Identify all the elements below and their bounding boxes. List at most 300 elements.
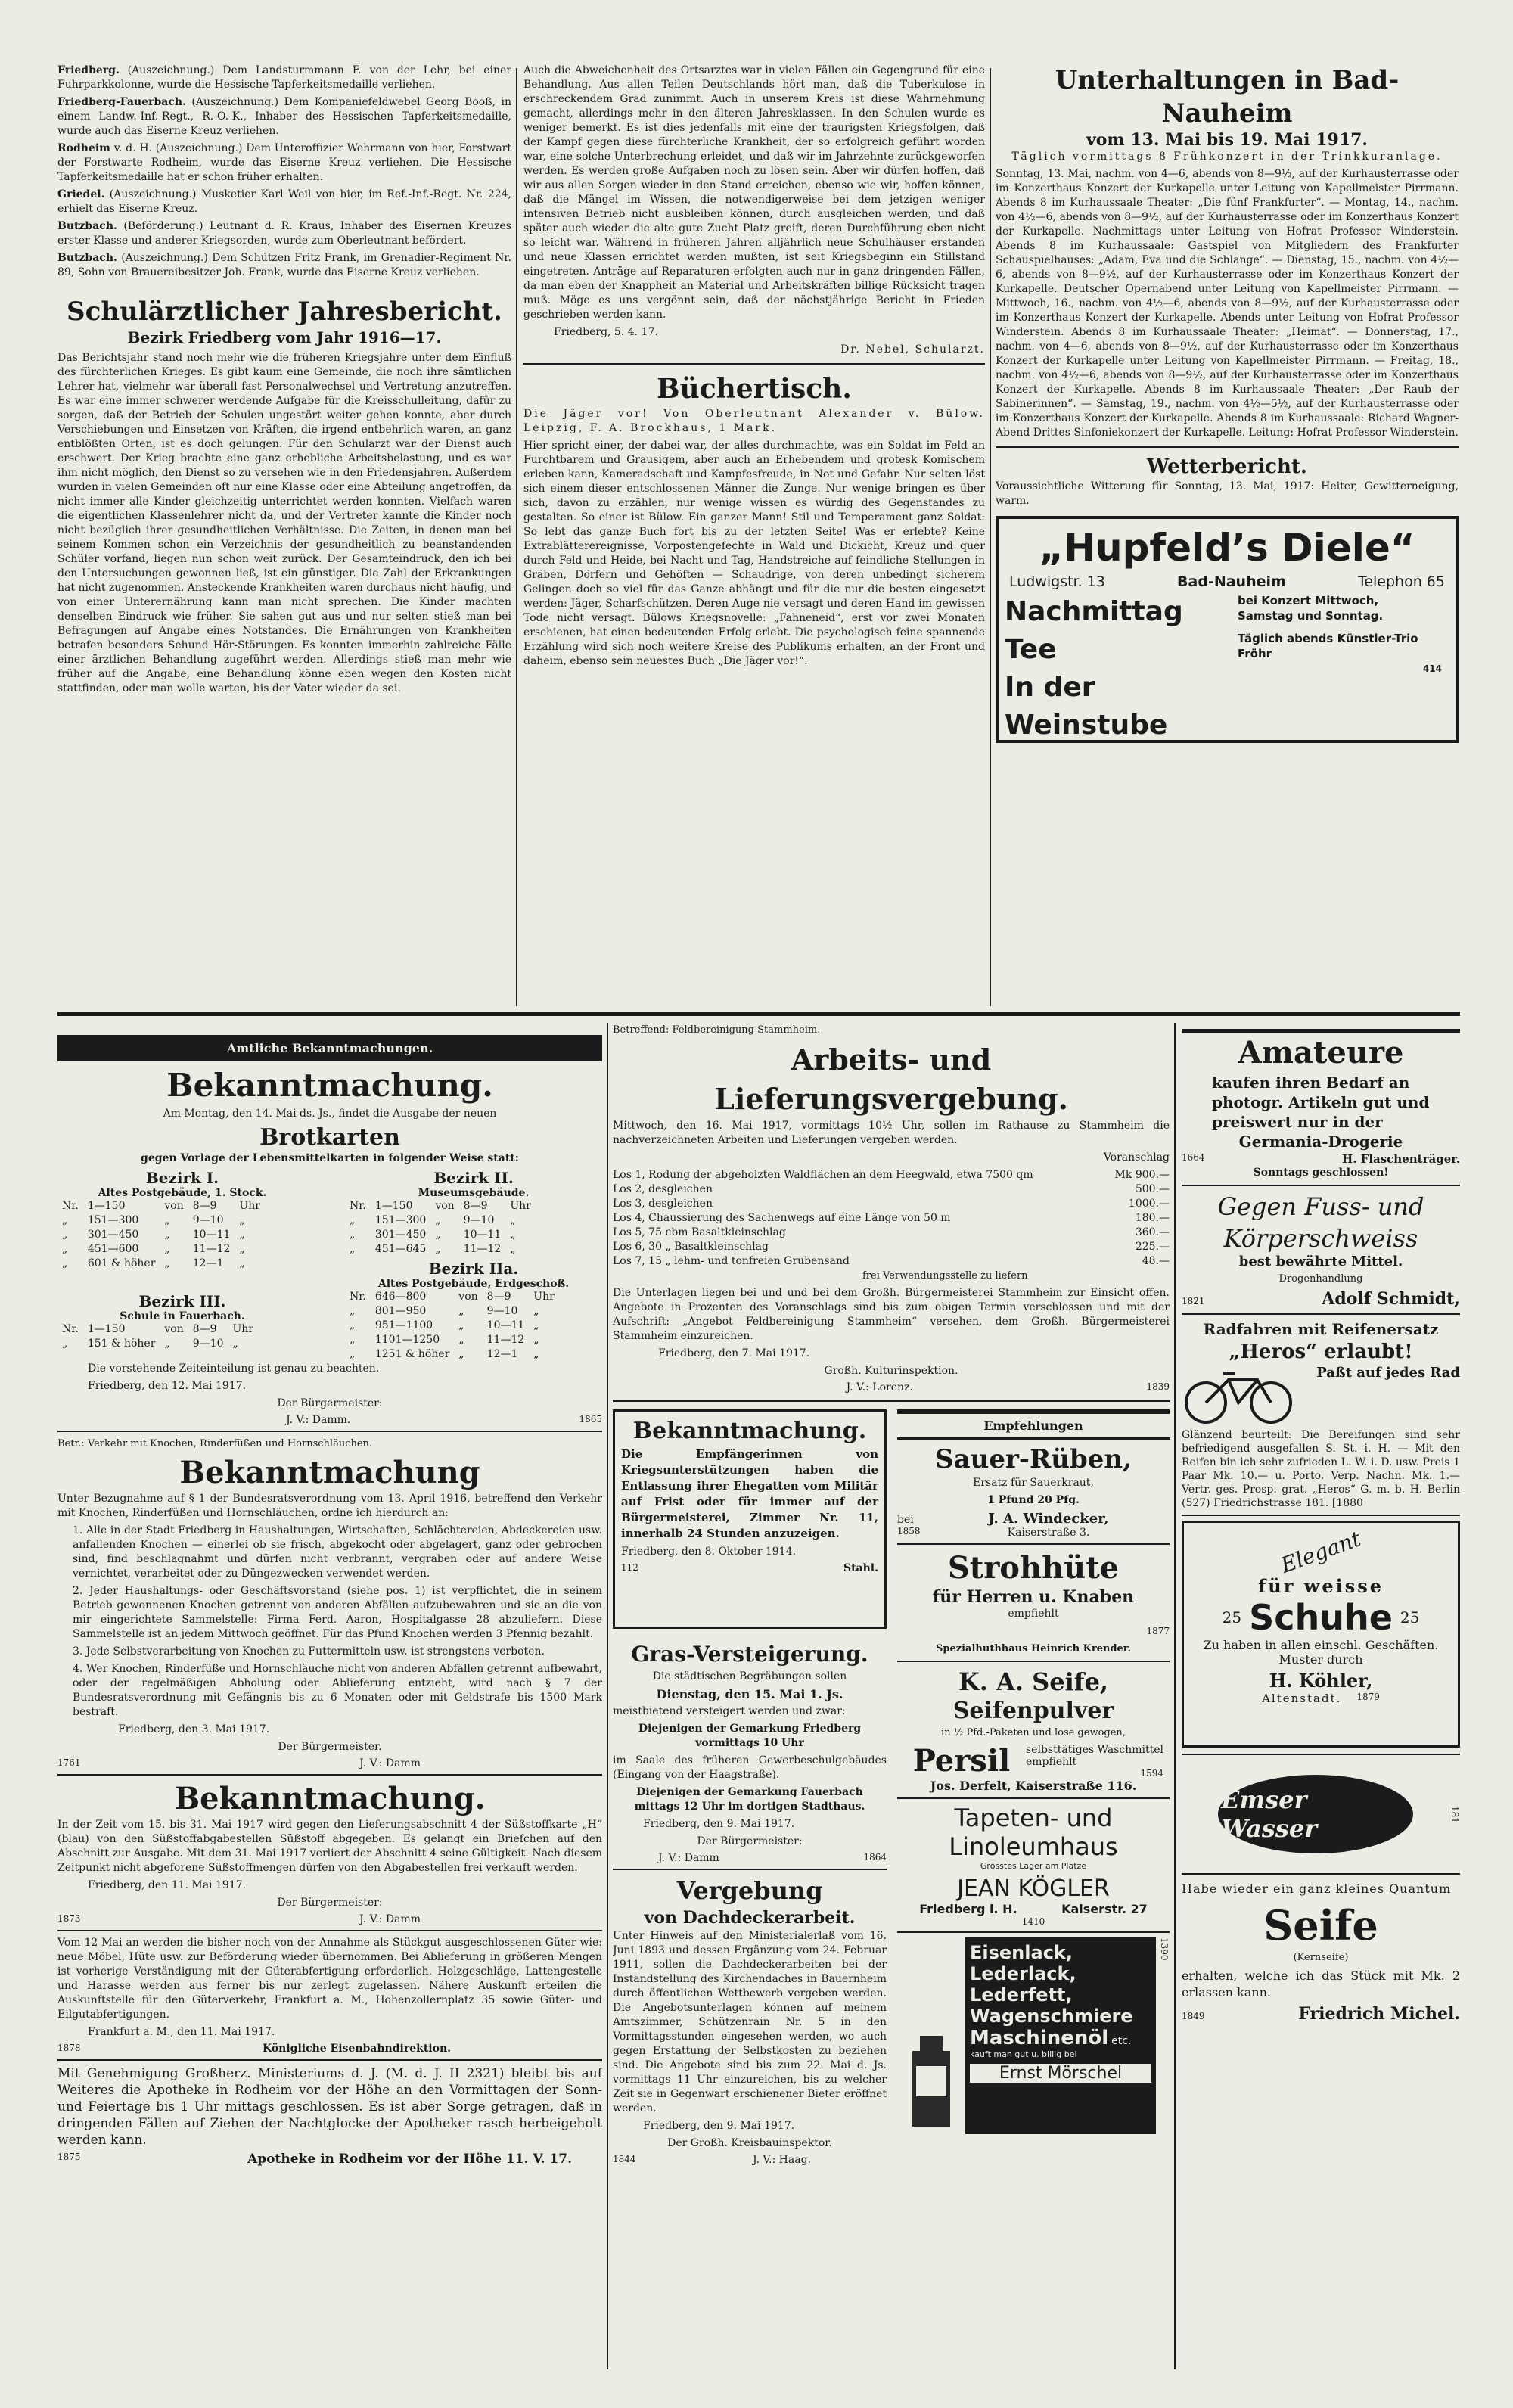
los-amount: 48.— (1142, 1255, 1170, 1267)
schedule-cell: „ (510, 1243, 516, 1255)
unterhaltungen-subtitle: Täglich vormittags 8 Frühkonzert in der Trinkkuranlage. (1011, 151, 1443, 163)
amtliche-column (57, 1023, 602, 2377)
dach-date: Friedberg, den 9. Mai 1917. (643, 2120, 795, 2132)
los-amount: Mk 900.— (1114, 1169, 1170, 1181)
ad-number: 1873 (57, 1913, 81, 1924)
schedule-cell: 951—1100 (374, 1319, 433, 1331)
unterhaltungen-date: vom 13. Mai bis 19. Mai 1917. (1086, 130, 1369, 150)
los-label: Los 6, 30 „ Basaltkleinschlag (613, 1241, 769, 1253)
schedule-cell: „ (350, 1348, 356, 1360)
schedule-row (345, 1242, 536, 1257)
schedule-cell: von (435, 1200, 455, 1212)
knochen-sign-2: J. V.: Damm (359, 1757, 421, 1769)
knochen-item: 1. Alle in der Stadt Friedberg in Haushaltungen, Wirtschaften, Schlächtereien, Abdeckereien usw. anfallenden Knochen — einerlei ob sie frisch, abgekocht oder abgelagert, ganz oder gebrochen sind, find beschlagnahmt und dürfen nicht verbrannt, vergraben oder auf andere Weise vernichtet, verarbeitet oder zu Düngezwecken verwendet werden. (73, 1524, 602, 1580)
schedule-cell: „ (164, 1214, 170, 1226)
schedule-cell: 601 & höher (87, 1257, 156, 1269)
knochen-sign-1: Der Bürgermeister. (278, 1741, 382, 1753)
top-column-2 (523, 64, 985, 1002)
knochen-item: 2. Jeder Haushaltungs- oder Geschäftsvorstand (siehe pos. 1) ist verpflichtet, die in seinem Betrieb gewonnenen Knochen getrennt von anderen Abfällen aufzubewahren und sie an die von mir eingerichtete Sammelstelle: Firma Ferd. Aaron, Hospitalgasse 28 abzuliefern. Diese Sammelstelle ist an jedem Mittwoch geöffnet. Für das Pfund Knochen werden 3 Pfennig bezahlt. (73, 1585, 602, 1640)
schedule-cell: 11—12 (192, 1243, 231, 1255)
persil-empfiehlt: empfiehlt (1026, 1755, 1077, 1768)
schedule-cell: 8—9 (486, 1291, 511, 1303)
lederlack: Lederlack, (970, 1963, 1076, 1984)
etc: etc. (1111, 2035, 1132, 2047)
middle-column (613, 1023, 1170, 2377)
schedule-cell: „ (350, 1214, 356, 1226)
zucker-date: Friedberg, den 11. Mai 1917. (88, 1879, 247, 1891)
divider-line (523, 363, 985, 365)
schuhe-town: Altenstadt. (1262, 1692, 1342, 1705)
buechertisch-title: Büchertisch. (657, 373, 852, 405)
schedule-cell: „ (533, 1334, 539, 1346)
schedule-cell: „ (350, 1305, 356, 1317)
schedule-row (345, 1290, 559, 1304)
schularzt-date: Friedberg, 5. 4. 17. (554, 326, 658, 338)
dach-title: Vergebung (676, 1876, 823, 1905)
schedule-cell: 301—450 (87, 1229, 139, 1241)
schedule-cell: 451—645 (374, 1243, 427, 1255)
dach-sign-1: Der Großh. Kreisbauinspektor. (667, 2137, 832, 2149)
local-news-text: (Beförderung.) Leutnant d. R. Kraus, Inhaber des Eisernen Kreuzes erster Klasse und anderer Kriegsorden, wurde zum Oberleutnant befördert. (57, 220, 511, 247)
divider-line (996, 446, 1459, 448)
bezirk-3-table (57, 1322, 258, 1351)
column-divider (607, 1023, 608, 2369)
los-row (613, 1182, 1170, 1197)
local-news-item (57, 188, 511, 216)
kogler-street: Kaiserstr. 27 (1061, 1902, 1148, 1916)
schuhe-text: Zu haben in allen einschl. Geschäften. Muster durch (1203, 1638, 1439, 1667)
divider-line (897, 1543, 1170, 1545)
divider-line (1182, 1313, 1460, 1315)
stroh-title: Strohhüte (947, 1550, 1120, 1586)
sauer-price: 1 Pfund 20 Pfg. (987, 1494, 1080, 1506)
knochen-items (57, 1524, 602, 1720)
schedule-cell: „ (62, 1214, 68, 1226)
can-icon (897, 1937, 965, 2134)
schedule-row (345, 1347, 559, 1362)
seife-michel-name: Friedrich Michel. (1298, 2004, 1460, 2024)
local-news-place: Butzbach. (57, 220, 117, 232)
bezirk-2-table (345, 1199, 536, 1257)
krieg-title: Bekanntmachung. (632, 1418, 867, 1444)
hupfeld-phone: Telephon 65 (1357, 573, 1445, 590)
stroh-shop: Spezialhuthhaus Heinrich Krender. (935, 1643, 1131, 1655)
schedule-cell: „ (510, 1214, 516, 1226)
dach-sign-2: J. V.: Haag. (752, 2154, 811, 2166)
schedule-cell: „ (350, 1243, 356, 1255)
sauer-title: Sauer-Rüben, (935, 1444, 1132, 1474)
schedule-cell: 8—9 (463, 1200, 488, 1212)
schuhe-name: H. Köhler, (1269, 1670, 1373, 1692)
gras-text-3: meistbietend versteigert werden und zwar: (613, 1705, 846, 1717)
apotheke-text: Mit Genehmigung Großherz. Ministeriums d. J. (M. d. J. II 2321) bleibt bis auf Weiteres die Apotheke in Rodheim vor der Höhe an den Vormittagen der Sonn- und Feiertage bis 1 Uhr mittags geschlossen. Es ist aber Sorge getragen, daß in dringenden Fällen auf Ziehen der Nachtglocke der Apotheker rasch herbeigeholt werden kann. (57, 2066, 602, 2148)
seife-title: K. A. Seife, (958, 1667, 1109, 1696)
local-news-place: Griedel. (57, 188, 105, 200)
ad-number: 1877 (1146, 1626, 1170, 1636)
bezirk-1-table (57, 1199, 265, 1271)
schedule-cell: „ (533, 1348, 539, 1360)
schedule-cell: 646—800 (374, 1291, 427, 1303)
ad-number: 1664 (1182, 1152, 1205, 1163)
brotkarten-heading: Brotkarten (259, 1124, 400, 1151)
schedule-row (345, 1228, 536, 1242)
gras-date-line: Dienstag, den 15. Mai 1. Js. (656, 1687, 843, 1701)
eisenbahn-text: Vom 12 Mai an werden die bisher noch von der Annahme als Stückgut ausgeschlossenen Güter wie: neue Möbel, Hüte usw. zur Beförderung wieder übernommen. Bei Ablieferung in größeren Mengen ist vorherige Verständigung mit der Güterabfertigung erforderlich. Holzgeschläge, Lattengestelle und Harasse werden aus ferner bis nur zerlegt zugelassen. Nähere Auskunft erteilen die Auskunftstelle für den Güterverkehr, Frankfurt a. M., Hohenzollernplatz 35 sowie Güter- und Eilgutabfertigungen. (57, 1937, 602, 2021)
schedule-cell: „ (62, 1257, 68, 1269)
bezirk-2a: Bezirk IIa. (428, 1260, 519, 1278)
gras-text-1: Die städtischen Begräbungen sollen (652, 1670, 847, 1682)
hupfeld-trio: Täglich abends Künstler-Trio Fröhr (1238, 632, 1418, 660)
los-label: Los 5, 75 cbm Basaltkleinschlag (613, 1226, 786, 1238)
schuhe-ad (1182, 1521, 1460, 1748)
local-news-place: Friedberg. (57, 64, 120, 76)
gras-title: Gras-Versteigerung. (631, 1642, 868, 1667)
ad-number: 112 (621, 1562, 638, 1573)
tapeten-sub: Grösstes Lager am Platze (980, 1861, 1087, 1871)
ad-number: 1761 (57, 1757, 81, 1768)
ad-number: 1839 (1146, 1381, 1170, 1392)
schedule-cell: 151—300 (374, 1214, 427, 1226)
rad-title: Radfahren mit Reifenersatz (1203, 1320, 1439, 1338)
schedule-cell: 10—11 (463, 1229, 502, 1241)
schedule-cell: 12—1 (192, 1257, 224, 1269)
los-amount: 180.— (1135, 1212, 1170, 1224)
schedule-cell: „ (239, 1229, 245, 1241)
sauer-sub: Ersatz für Sauerkraut, (973, 1477, 1094, 1489)
ad-number: 1390 (1159, 1937, 1170, 1961)
top-column-1 (57, 64, 511, 1002)
seife-michel-text: Habe wieder ein ganz kleines Quantum (1182, 1881, 1452, 1896)
bezirk-1-location: Altes Postgebäude, 1. Stock. (98, 1187, 267, 1199)
bezirk-2-location: Museumsgebäude. (418, 1187, 530, 1199)
seife-michel-title: Seife (1263, 1901, 1378, 1950)
brot-intro-2: gegen Vorlage der Lebensmittelkarten in folgender Weise statt: (141, 1152, 519, 1164)
column-divider (1174, 1023, 1176, 2369)
empfehlungen-bar (897, 1409, 1170, 1440)
schedule-cell: 151 & höher (87, 1338, 156, 1350)
los-row (613, 1226, 1170, 1240)
bezirk-3-location: Schule in Fauerbach. (120, 1310, 245, 1322)
rad-text: Glänzend beurteilt: Die Bereifungen sind sehr befriedigend ausgefallen S. St. i. H. — Mit den Reifen bin ich sehr zufrieden L. W. i. D. usw. Preis 1 Paar Mk. 10.— u. Porto. Verp. Nachn. Mk. 1.— Vertr. ges. Prosp. grat. „Heros“ G. m. b. H. Berlin (527) Friedrichstrasse 181. [1880 (1182, 1429, 1460, 1509)
schedule-cell: 1—150 (87, 1200, 126, 1212)
schedule-cell: „ (164, 1243, 170, 1255)
ad-number: 1864 (863, 1852, 887, 1863)
hupfeld-street: Ludwigstr. 13 (1009, 573, 1105, 590)
sauer-bei: bei (897, 1513, 914, 1526)
seifenpulver-title: Seifenpulver (952, 1698, 1114, 1724)
knochen-item: 4. Wer Knochen, Rinderfüße und Hornschläuche nicht von anderen Abfällen getrennt aufbewahrt, oder der regelmäßigen Abholung oder Ablieferung entzieht, wird nach § 7 der Bundesratsverordnung mit Gefängnis bis zu 6 Monaten oder mit Geldstrafe bis 1500 Mark bestraft. (73, 1663, 602, 1718)
knochen-intro: Unter Bezugnahme auf § 1 der Bundesratsverordnung vom 13. April 1916, betreffend den Verkehr mit Knochen, Rinderfüßen und Hornschläuchen, ordne ich hierdurch an: (57, 1493, 602, 1519)
local-news-item (57, 219, 511, 248)
schedule-cell: Uhr (533, 1291, 555, 1303)
hupfeld-days: Samstag und Sonntag. (1238, 609, 1384, 623)
brot-sign-1: Der Bürgermeister: (277, 1397, 383, 1409)
divider-line (897, 1661, 1170, 1662)
heros-title: „Heros“ erlaubt! (1229, 1341, 1413, 1363)
schedule-cell: „ (350, 1319, 356, 1331)
ad-number: 1879 (1356, 1692, 1380, 1702)
arbeits-betr: Betreffend: Feldbereinigung Stammheim. (613, 1024, 821, 1036)
schuhe-price-2: 25 (1400, 1608, 1420, 1627)
los-amount: 360.— (1135, 1226, 1170, 1238)
amateure-owner: H. Flaschenträger. (1342, 1152, 1460, 1166)
divider-line (57, 1774, 602, 1776)
rad-passt: Paßt auf jedes Rad (1316, 1365, 1460, 1381)
schularzt-sign: Dr. Nebel, Schularzt. (840, 343, 985, 356)
book-title: Die Jäger vor! Von Oberleutnant Alexander v. Bülow. Leipzig, F. A. Brockhaus, 1 Mark. (523, 408, 985, 434)
schedule-cell: „ (458, 1348, 464, 1360)
voranschlag-label: Voranschlag (1103, 1151, 1170, 1164)
divider-line (613, 1400, 1170, 1402)
schedule-cell: 1101—1250 (374, 1334, 440, 1346)
amtliche-header-bar: Amtliche Bekanntmachungen. (57, 1035, 602, 1061)
schuhe-title: Schuhe (1249, 1597, 1393, 1638)
local-news-text: (Auszeichnung.) Dem Schützen Fritz Frank, im Grenadier-Regiment Nr. 89, Sohn von Brauereibesitzer Joh. Frank, wurde das Eiserne Kreuz verliehen. (57, 252, 511, 278)
zucker-title: Bekanntmachung. (174, 1781, 486, 1816)
schedule-row (57, 1257, 265, 1271)
krieg-date: Friedberg, den 8. Oktober 1914. (621, 1546, 796, 1558)
emser-logo-oval (1218, 1775, 1413, 1853)
schedule-cell: 11—12 (463, 1243, 502, 1255)
gras-text-5: im Saale des früheren Gewerbeschulgebäudes (Eingang von der Haagstraße). (613, 1754, 887, 1781)
divider-line (1182, 1754, 1460, 1755)
divider-line (897, 1797, 1170, 1799)
schedule-cell: 10—11 (192, 1229, 231, 1241)
arbeits-sign-2: J. V.: Lorenz. (846, 1381, 913, 1394)
los-row (613, 1197, 1170, 1211)
moerschel-name: Ernst Mörschel (970, 2064, 1151, 2083)
bicycle-icon (1182, 1365, 1295, 1428)
schedule-cell: 12—1 (486, 1348, 518, 1360)
schedule-row (345, 1333, 559, 1347)
ad-number: 181 (1449, 1805, 1460, 1823)
linoleum-title: Linoleumhaus (949, 1832, 1118, 1861)
fuss-shop: Adolf Schmidt, (1322, 1289, 1460, 1309)
book-review: Hier spricht einer, der dabei war, der alles durchmachte, was ein Soldat im Feld an Furchtbarem und Grausigem, aber auch an Erhebendem und grotesk Komischem erleben kann, Kameradschaft und Kampfesfreude, in Not und Gefahr. Nur selten löst sich einem dieser entschlossenen Männer die Zunge. Nur wenige bringen es über sich, davon zu erzählen, nur wenige wissen es würdig des Gegenstandes zu gestalten. So einer ist Bülow. Ein ganzer Mann! Stil und Temperament ganz Soldat: So lebt das ganze Buch fort bis zu der letzten Seite! Was er erlebte? Keine Extrablätterereignisse, Vorpostengefechte in Wald und Dickicht, Kreuz und quer durch Feld und Heide, bei Nacht und Tag, Handstreiche auf feindliche Stellungen in Gräben, Dörfern und Gehöften — Schaudrige, von deren unbedingt sicherem Gelingen doch so viel für das Ganze abhängt und für die nur die besten eingesetzt werden: Jäger, Scharfschützen. Deren Auge nie versagt und deren Hand im gewissen Tode nicht versagt. Bülows Kriegsnovelle: „Fahneneid“, erst vor zwei Monaten erschienen, hat einen bedeutenden Erfolg erlebt. Die psychologisch feine spannende Erzählung wird sich noch weitere Kreise des Publikums erhalten, an der Front und daheim, ebenso sein neuestes Buch „Die Jäger vor!“. (523, 440, 985, 667)
los-label: Los 7, 15 „ lehm- und tonfreien Grubensand (613, 1255, 850, 1267)
los-label: Los 1, Rodung der abgeholzten Waldflächen an dem Heegwald, etwa 7500 qm (613, 1169, 1033, 1181)
los-label: Los 4, Chaussierung des Sachenwegs auf eine Länge von 50 m (613, 1212, 951, 1224)
eisenlack: Eisenlack, (970, 1942, 1073, 1963)
schedule-cell: „ (239, 1214, 245, 1226)
divider-line (57, 2059, 602, 2061)
los-row (613, 1211, 1170, 1226)
right-column (1182, 1023, 1460, 2377)
schedule-cell: 9—10 (463, 1214, 495, 1226)
schedule-cell: 8—9 (192, 1323, 217, 1335)
dach-title-2: von Dachdeckerarbeit. (644, 1908, 856, 1928)
schedule-cell: „ (533, 1305, 539, 1317)
seife-michel-sub: (Kernseife) (1293, 1952, 1349, 1963)
kogler-town: Friedberg i. H. (919, 1902, 1017, 1916)
schedule-row (345, 1213, 536, 1228)
krieg-sign: Stahl. (843, 1562, 878, 1574)
zucker-text: In der Zeit vom 15. bis 31. Mai 1917 wird gegen den Lieferungsabschnitt 4 der Süßstoffkarte „H“ (blau) von den Süßstoffabgabestellen Süßstoff abgegeben. Es gelangt ein Briefchen auf den Abschnitt zur Ausgabe. Mit dem 31. Mai 1917 verliert der Abschnitt 4 seine Gültigkeit. Nach diesem Zeitpunkt nicht abgeforene Süßstoffmengen dürfen von den Abgabestellen frei verkauft werden. (57, 1819, 602, 1874)
unterhaltungen-title: Unterhaltungen in Bad-Nauheim (1055, 65, 1400, 129)
knochen-date: Friedberg, den 3. Mai 1917. (118, 1723, 270, 1735)
schedule-row (57, 1213, 265, 1228)
schedule-cell: „ (164, 1257, 170, 1269)
local-news-text: (Auszeichnung.) Dem Landsturmmann F. von der Lehr, bei einer Fuhrparkkolonne, wurde die Hessische Tapferkeitsmedaille verliehen. (57, 64, 511, 91)
ad-number: 1878 (57, 2043, 81, 2053)
los-amount: 1000.— (1128, 1198, 1170, 1210)
schedule-cell: 8—9 (192, 1200, 217, 1212)
seife-sub: in ½ Pfd.-Paketen und lose gewogen, (941, 1727, 1126, 1738)
schedule-row (57, 1322, 258, 1337)
gras-sign-2: J. V.: Damm (658, 1852, 719, 1864)
knochen-item: 3. Jede Selbstverarbeitung von Knochen zu Futtermitteln usw. ist strengstens verboten. (73, 1645, 545, 1658)
ad-number: 1844 (613, 2154, 636, 2164)
brot-sign-2: J. V.: Damm. (286, 1414, 351, 1426)
local-news-place: Butzbach. (57, 252, 117, 264)
derfelt-shop: Jos. Derfelt, Kaiserstraße 116. (930, 1779, 1137, 1793)
fuss-title-2: Körperschweiss (1223, 1224, 1418, 1253)
schularzt-title: Schulärztlicher Jahresbericht. (67, 297, 502, 327)
schedule-cell: „ (533, 1319, 539, 1331)
ad-number: 1865 (579, 1414, 602, 1425)
schedule-cell: von (164, 1323, 184, 1335)
schedule-cell: 301—450 (374, 1229, 427, 1241)
hupfeld-ad (996, 516, 1459, 743)
schedule-cell: Nr. (350, 1200, 366, 1212)
schedule-row (345, 1304, 559, 1319)
schedule-cell: 451—600 (87, 1243, 139, 1255)
schedule-cell: „ (435, 1243, 441, 1255)
divider-line (613, 1869, 887, 1870)
schedule-cell: „ (62, 1229, 68, 1241)
emser-wasser-logo (1182, 1775, 1449, 1853)
eisenbahn-sign: Königliche Eisenbahndirektion. (262, 2043, 451, 2055)
ad-number: 414 (1422, 663, 1442, 674)
local-news-text: (Auszeichnung.) Dem Kompaniefeldwebel Georg Booß, in einem Landw.-Inf.-Regt., R.-O.-K., Inhaber des Hessischen Tapferkeitsmedaille, wurde auch das Eiserne Kreuz verliehen. (57, 96, 511, 137)
ad-number: 1875 (57, 2152, 81, 2162)
eisenbahn-date: Frankfurt a. M., den 11. Mai 1917. (88, 2026, 275, 2038)
bezirk-2a-table (345, 1290, 559, 1362)
sauer-address: Kaiserstraße 3. (1007, 1527, 1090, 1539)
schuhe-price-1: 25 (1222, 1608, 1242, 1627)
schedule-cell: von (458, 1291, 478, 1303)
los-row (613, 1240, 1170, 1254)
brot-note: Die vorstehende Zeiteinteilung ist genau zu beachten. (88, 1362, 380, 1375)
schedule-cell: „ (62, 1243, 68, 1255)
knochen-betr: Betr.: Verkehr mit Knochen, Rinderfüßen und Hornschläuchen. (57, 1438, 373, 1449)
local-news-list (57, 64, 511, 280)
arbeits-text: Die Unterlagen liegen bei und und bei dem Großh. Bürgermeisterei Stammheim zur Einsicht offen. Angebote in Prozenten des Voranschlags sind bis zum obigen Termin verschlossen und mit der Aufschrift: „Angebot Feldbereinigung Stammheim“ versehen, dem Großh. Bürgermeisterei Stammheim einzureichen. (613, 1287, 1170, 1342)
schedule-cell: „ (232, 1338, 238, 1350)
schularzt-continued: Auch die Abweichenheit des Ortsarztes war in vielen Fällen ein Gegengrund für eine Behandlung. Aus allen Teilen Deutschlands hört man, daß die Tuberkulose in erschreckendem Grad zunimmt. Auch in unserem Kreis ist diese Wahrnehmung gemacht, allerdings mehr in den älteren Jahresklassen. In den Schulen wurde es weniger bemerkt. Es ist dies jedenfalls mit eine der traurigsten Kriegsfolgen, daß der Kampf gegen diese fürchterliche Krankheit, der so erfolgreich geführt worden war, eine solche Unterbrechung erleidet, und daß wir im Jahrzehnte zurückgeworfen werden. Es werden große Aufgaben noch zu lösen sein. Aber wir dürfen hoffen, daß wir aus allen Sorgen wieder in den Stand erreichen, ebenso wie wir, hoffen können, daß die Mängel im Wissen, die notwendigerweise bei dem jetzigen weniger intensiven Betrieb nicht ausbleiben können, durch ausgleichen werden, und daß später auch wieder die alte gute Zucht Platz greift, deren Durchführung eben nicht so leicht war. Während in früheren Jahren alljährlich neue Schulhäuser erstanden und neue Klassen errichtet werden mußten, ist seit Kriegsbeginn ein Stillstand eingetreten. Anträge auf Reparaturen erfolgten auch nur in ganz dringenden Fällen, da man eben der Knappheit an Material und Arbeitskräften billige Rücksicht tragen muß. Möge es uns vergönnt sein, daß der nächstjährige Bericht in Frieden geschrieben werden kann. (523, 64, 985, 321)
local-news-item (57, 64, 511, 92)
lose-note: frei Verwendungsstelle zu liefern (862, 1270, 1028, 1282)
hupfeld-address (1009, 573, 1445, 590)
schedule-cell: 1—150 (87, 1323, 126, 1335)
schedule-cell: Nr. (62, 1200, 79, 1212)
stroh-sub: für Herren u. Knaben (932, 1587, 1135, 1607)
amateure-title: Amateure (1238, 1035, 1404, 1070)
maschinenoel: Maschinenöl (970, 2027, 1109, 2049)
dach-text: Unter Hinweis auf den Ministerialerlaß vom 16. Juni 1893 und dessen Ergänzung vom 24. Februar 1911, sollen die Dachdeckerarbeiten bei der Instandstellung des Kirchendaches in Bauernheim durch öffentlichen Wettbewerb vergeben werden. Die Angebotsunterlagen können auf meinem Amtszimmer, Schützenrain Nr. 5 in den Vormittagsstunden eingesehen werden, wo auch gegen Erstattung der Selbstkosten zu beziehen sind. Die Angebote sind bis zum 22. Mai d. Js. vormittags 11 Uhr einzureichen, bis zu welcher Zeit sie in Gegenwart erschienener Bieter eröffnet werden. (613, 1930, 887, 2114)
gras-fauerbach: Diejenigen der Gemarkung Fauerbach mittags 12 Uhr im dortigen Stadthaus. (634, 1786, 865, 1813)
schedule-cell: „ (239, 1257, 245, 1269)
arbeits-sign-1: Großh. Kulturinspektion. (824, 1365, 958, 1377)
wagenschmiere: Wagenschmiere (970, 2006, 1133, 2027)
schedule-cell: „ (164, 1338, 170, 1350)
schuhe-weisse: für weisse (1257, 1575, 1384, 1597)
schedule-cell: 11—12 (486, 1334, 525, 1346)
zucker-sign-1: Der Bürgermeister: (277, 1897, 383, 1909)
divider-line (897, 1931, 1170, 1933)
divider-line (57, 1930, 602, 1931)
local-news-text: v. d. H. (Auszeichnung.) Dem Unteroffizier Wehrmann von hier, Forstwart der Forstwarte Rodheim, wurde das Eiserne Kreuz verliehen. Die Hessische Tapferkeitsmedaille hat er schon früher erhalten. (57, 142, 511, 183)
schedule-cell: „ (62, 1338, 68, 1350)
schedule-cell: 1—150 (374, 1200, 413, 1212)
los-amount: 500.— (1135, 1183, 1170, 1195)
amateure-text: kaufen ihren Bedarf an photogr. Artikeln gut und preiswert nur in der (1212, 1074, 1430, 1131)
schularzt-subtitle: Bezirk Friedberg vom Jahr 1916—17. (127, 328, 442, 346)
arbeits-date: Friedberg, den 7. Mai 1917. (658, 1347, 810, 1359)
schedule-cell: „ (510, 1229, 516, 1241)
bezirk-2: Bezirk II. (433, 1169, 514, 1187)
kogler-name: JEAN KÖGLER (957, 1875, 1110, 1902)
schedule-cell: Nr. (62, 1323, 79, 1335)
schedule-cell: 801—950 (374, 1305, 427, 1317)
schularzt-text: Das Berichtsjahr stand noch mehr wie die früheren Kriegsjahre unter dem Einfluß des fürchterlichen Krieges. Es gibt kaum eine Gemeinde, die noch ihre sämtlichen Lehrer hat, vielmehr war überall fast Personalwechsel und Vertretung anzutreffen. Es war eine immer schwerer werdende Aufgabe für die Kreisschulleitung, dafür zu sorgen, daß der Betrieb der Schulen ungestört weiter gehen konnte, aber durch Verschiebungen und Einsetzen von Kräften, die irgend entbehrlich waren, an ganz entblößten Orten, ist es doch gelungen. Für den Schularzt war der Dienst auch erschwert. Der Krieg brachte eine ganz erhebliche Arbeitsbelastung, und es war ihm nicht möglich, den Dienst so zu versehen wie in den Friedensjahren. Außerdem wurden in vielen Gemeinden oft nur eine Klasse oder eine Abteilung angetroffen, da nicht immer alle Kinder gleichzeitig unterrichtet werden konnten. Vielfach waren die eigentlichen Klassenlehrer nicht da, und der Vertreter kannte die Kinder noch nicht bezüglich ihrer gesundheitlichen Verhältnisse. Die Zeiten, in denen man bei seinem Kommen schon ein Verzeichnis der gesundheitlich zu beanstandenden Schüler vorfand, liegen nun schon weit zurück. Der Gesamteindruck, den ich bei den Untersuchungen gewonnen ließ, ist ein günstiger. Die Zahl der Erkrankungen hat nicht zugenommen. Ansteckende Krankheiten waren durchaus nicht häufig, und von einer Unterernährung kann man nicht sprechen. Die Kinder machten denselben Eindruck wie früher. Sie sahen gut aus und nur selten stieß man bei Befragungen auf Angabe eines Notstandes. Die Ernährungen von Krankheiten betrafen besonders Sehund Hör-Störungen. Es konnten immerhin zahlreiche Fälle einer ärztlichen Behandlung zugeführt werden. Allerdings stieß man mehr wie früher auf die Angabe, eine Behandlung könne eben wegen den Kosten nicht stattfinden, oder man wolle warten, bis der Vater wieder da sei. (57, 352, 511, 694)
los-row (613, 1254, 1170, 1269)
local-news-text: (Auszeichnung.) Musketier Karl Weil von hier, im Ref.-Inf.-Regt. Nr. 224, erhielt das Eiserne Kreuz. (57, 188, 511, 215)
unterhaltungen-text: Sonntag, 13. Mai, nachm. von 4—6, abends von 8—9½, auf der Kurhausterrasse oder im Konzerthaus Konzert der Kurkapelle unter Leitung von Kapellmeister Pirrmann. Abends 8 im Kurhaussaale Theater: „Die fünf Frankfurter“. — Montag, 14., nachm. von 4½—6, abends von 8—9½, auf der Kurhausterrasse oder im Konzerthaus Konzert der Kurkapelle. Nachmittags unter Leitung von Hofrat Professor Winderstein. Abends 8 im Kurhaussaale: Gastspiel von Mitgliedern des Frankfurter Schauspielhauses: „Adam, Eva und die Schlange“. — Dienstag, 15., nachm. von 4½—6, abends von 8—9½, auf der Kurhausterrasse oder im Konzerthaus Konzert der Kurkapelle. Deutscher Opernabend unter Leitung von Kapellmeister Pirrmann. — Mittwoch, 16., nachm. von 4½—6, abends von 8—9½, auf der Kurhausterrasse oder im Konzerthaus Konzert der Kurkapelle. Abends unter Leitung von Hofrat Professor Winderstein. Abends 8 im Kurhaussaale Theater: „Heimat“. — Donnerstag, 17., nachm. von 4—6, abends von 8—9½, auf der Kurhausterrasse oder im Konzerthaus Konzert der Kurkapelle unter Leitung von Kapellmeister Pirrmann. — Freitag, 18., nachm. von 4½—6, abends von 8—9½, auf der Kurhausterrasse oder im Konzerthaus Konzert der Kurkapelle. Abends 8 im Kurhaussaale Theater: „Der Raub der Sabinerinnen“. — Samstag, 19., nachm. von 4½—5½, auf der Kurhausterrasse oder im Konzerthaus Konzert der Kurkapelle. Abends 8 im Kurhaussaale: Richard Wagner-Abend Drittes Sinfoniekonzert der Kurkapelle. Leitung: Hofrat Professor Winderstein. (996, 168, 1459, 439)
gras-date: Friedberg, den 9. Mai 1917. (643, 1818, 795, 1830)
fuss-text: best bewährte Mittel. (1238, 1254, 1403, 1269)
tapeten-title: Tapeten- und (954, 1804, 1113, 1832)
schedule-cell: 151—300 (87, 1214, 139, 1226)
los-label: Los 2, desgleichen (613, 1183, 713, 1195)
eisen-sub: kauft man gut u. billig bei (970, 2049, 1077, 2059)
ad-number: 1410 (1021, 1916, 1045, 1927)
gras-friedberg: Diejenigen der Gemarkung Friedberg vormittags 10 Uhr (638, 1723, 862, 1749)
divider-line (1182, 1185, 1460, 1186)
local-news-item (57, 141, 511, 185)
local-news-item (57, 95, 511, 138)
wetter-text: Voraussichtliche Witterung für Sonntag, 13. Mai, 1917: Heiter, Gewitterneigung, warm. (996, 480, 1459, 507)
schedule-cell: Uhr (232, 1323, 253, 1335)
arbeits-title: Arbeits- und Lieferungsvergebung. (714, 1042, 1068, 1116)
schedule-cell: 10—11 (486, 1319, 525, 1331)
hupfeld-town: Bad-Nauheim (1177, 573, 1286, 590)
schedule-row (57, 1228, 265, 1242)
hupfeld-concert: bei Konzert Mittwoch, (1238, 594, 1379, 607)
schedule-cell: „ (350, 1334, 356, 1346)
lederfett: Lederfett, (970, 1984, 1073, 2006)
divider-line (57, 1431, 602, 1432)
krieg-text: Die Empfängerinnen von Kriegsunterstützungen haben die Entlassung ihrer Ehegatten vom Militär auf Frist oder für immer auf der Bürgermeisterei, Zimmer Nr. 11, innerhalb 24 Stunden anzuzeigen. (621, 1447, 878, 1540)
section-divider (57, 1012, 1460, 1016)
schedule-cell: 1251 & höher (374, 1348, 450, 1360)
los-label: Los 3, desgleichen (613, 1198, 713, 1210)
brot-date: Friedberg, den 12. Mai 1917. (88, 1380, 247, 1392)
schedule-cell: Uhr (239, 1200, 260, 1212)
gras-sign-1: Der Bürgermeister: (697, 1835, 803, 1847)
schedule-cell: Uhr (510, 1200, 531, 1212)
moerschel-ad (897, 1937, 1170, 2134)
stroh-empfiehlt: empfiehlt (1008, 1608, 1059, 1620)
wetter-title: Wetterbericht. (1147, 455, 1307, 478)
persil-title: Persil (912, 1743, 1011, 1779)
column-divider (516, 68, 517, 1006)
lose-list (613, 1168, 1170, 1269)
hupfeld-title: „Hupfeld’s Diele“ (1039, 526, 1415, 570)
schedule-cell: „ (435, 1229, 441, 1241)
empfehlungen-label: Empfehlungen (983, 1418, 1083, 1433)
schedule-row (345, 1199, 536, 1213)
